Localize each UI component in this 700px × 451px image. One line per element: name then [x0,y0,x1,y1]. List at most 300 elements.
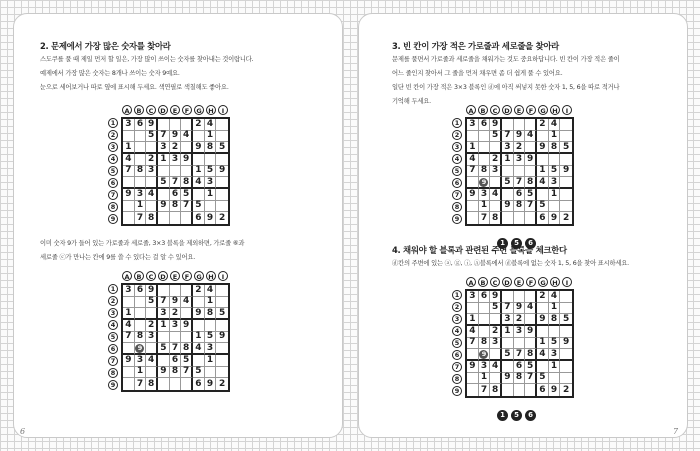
sudoku-cell: 5 [560,142,572,154]
sudoku-cell: 9 [158,201,170,213]
sudoku-cell [193,297,205,309]
sudoku-cell: 9 [525,154,537,166]
column-label: F [182,105,192,115]
column-label: H [206,105,216,115]
sudoku-cell [146,177,158,189]
sudoku-cell: 7 [123,166,135,178]
sudoku-cell [537,189,549,201]
sudoku-cell [193,189,205,201]
sudoku-cell [181,212,193,224]
column-label: A [466,105,476,115]
sudoku-cell: 9 [560,338,572,350]
sudoku-cell: 4 [123,320,135,332]
row-label: 2 [452,302,462,312]
row-label: 1 [452,118,462,128]
sudoku-cell: 3 [467,119,479,131]
sudoku-cell [216,201,228,213]
sudoku-cell: 6 [193,378,205,390]
sudoku-cell [525,119,537,131]
sudoku-cell: 4 [146,355,158,367]
column-label: D [158,105,168,115]
column-label: A [122,105,132,115]
section-2b-line: 이미 숫자 9가 들어 있는 가로줄과 세로줄, 3×3 블록을 제외하면, 가로줄 ⑥과 [40,240,245,247]
sudoku-cell [170,166,182,178]
sudoku-cell [560,131,572,143]
sudoku-cell [490,349,502,361]
sudoku-cell [467,373,479,385]
sudoku-cell [205,367,217,379]
row-labels [107,283,119,392]
sudoku-cell: 2 [170,308,182,320]
sudoku-cell: 2 [514,142,526,154]
row-label: 4 [108,154,118,164]
sudoku-cell: 5 [216,142,228,154]
sudoku-cell: 4 [193,177,205,189]
sudoku-cell: 1 [467,314,479,326]
sudoku-cell: 7 [181,367,193,379]
sudoku-cell [216,285,228,297]
section-4-paragraph [392,257,629,271]
sudoku-cell: 2 [490,326,502,338]
sudoku-cell: 7 [170,343,182,355]
sudoku-cell [158,189,170,201]
sudoku-cell: 4 [490,189,502,201]
column-labels [122,105,232,116]
sudoku-cell: 3 [467,291,479,303]
row-label: 6 [452,350,462,360]
sudoku-cell [525,314,537,326]
sudoku-cell [502,189,514,201]
sudoku-cell: 3 [123,285,135,297]
sudoku-cell [467,201,479,213]
sudoku-cell [479,326,491,338]
sudoku-cell: 8 [479,338,491,350]
sudoku-cell: 9 [467,361,479,373]
column-label: F [526,105,536,115]
sudoku-cell [158,119,170,131]
sudoku-cell: 8 [205,142,217,154]
sudoku-cell: 9 [146,285,158,297]
section-2b-line: 세로줄 ⓒ가 만나는 칸에 9를 쓸 수 있다는 걸 알 수 있어요. [40,254,196,261]
sudoku-cell [479,349,491,361]
column-label: G [538,105,548,115]
sudoku-cell [502,119,514,131]
sudoku-cell: 4 [537,177,549,189]
section-3-line: 어느 줄인지 찾아서 그 줄을 먼저 채우면 좀 더 쉽게 풀 수 있어요. [392,70,563,77]
sudoku-cell: 4 [537,349,549,361]
sudoku-cell: 8 [170,201,182,213]
sudoku-cell [216,343,228,355]
candidate-badge: 6 [525,238,536,249]
sudoku-cell [158,212,170,224]
sudoku-cell [560,349,572,361]
sudoku-cell: 1 [549,303,561,315]
sudoku-cell: 8 [525,177,537,189]
candidate-numbers [497,230,557,247]
sudoku-cell: 8 [135,332,147,344]
sudoku-cell [525,384,537,396]
row-label: 4 [452,326,462,336]
column-label: A [122,271,132,281]
row-label: 8 [452,202,462,212]
sudoku-cell [537,303,549,315]
sudoku-cell [560,189,572,201]
sudoku-cell [549,201,561,213]
sudoku-cell: 5 [490,131,502,143]
sudoku-cell [181,119,193,131]
sudoku-cell: 3 [123,119,135,131]
row-label: 3 [108,308,118,318]
sudoku-cell: 1 [135,367,147,379]
sudoku-cell: 5 [146,297,158,309]
sudoku-cell [502,361,514,373]
sudoku-cell: 1 [502,154,514,166]
sudoku-cell [514,338,526,350]
sudoku-cell [123,297,135,309]
sudoku-cell: 4 [205,119,217,131]
sudoku-cell [560,291,572,303]
sudoku-cell [479,154,491,166]
sudoku-cell: 9 [170,297,182,309]
sudoku-cell [146,142,158,154]
sudoku-cell: 1 [158,154,170,166]
sudoku-cell: 6 [193,212,205,224]
sudoku-cell: 8 [514,373,526,385]
sudoku-cell [123,131,135,143]
sudoku-cell: 1 [193,332,205,344]
row-label: 9 [452,386,462,396]
sudoku-cell [549,326,561,338]
sudoku-cell [560,326,572,338]
sudoku-cell: 8 [549,142,561,154]
sudoku-cell [549,373,561,385]
sudoku-cell: 5 [216,308,228,320]
candidate-badge: 6 [525,410,536,421]
sudoku-cell [123,343,135,355]
sudoku-cell: 3 [549,349,561,361]
sudoku-cell [514,119,526,131]
sudoku-cell: 5 [181,355,193,367]
sudoku-cell: 8 [146,212,158,224]
sudoku-cell: 2 [146,154,158,166]
sudoku-cell [193,154,205,166]
sudoku-cell: 4 [467,326,479,338]
sudoku-cell: 4 [205,285,217,297]
section-2b-paragraph [40,237,244,265]
sudoku-cell: 1 [549,361,561,373]
sudoku-cell [467,303,479,315]
column-label: G [538,277,548,287]
row-label: 1 [108,284,118,294]
sudoku-cell: 2 [219,378,226,389]
sudoku-cell: 7 [158,297,170,309]
sudoku-cell: 4 [549,291,561,303]
sudoku-cell [490,373,502,385]
sudoku-cell: 3 [479,189,491,201]
sudoku-cell: 4 [181,297,193,309]
sudoku-cell [537,326,549,338]
sudoku-cell: 5 [502,349,514,361]
sudoku-cell: 9 [123,355,135,367]
sudoku-cell: 2 [219,212,226,223]
column-label: B [478,105,488,115]
sudoku-cell: 9 [181,154,193,166]
sudoku-cell: 9 [193,308,205,320]
sudoku-cell [135,297,147,309]
sudoku-cell [525,166,537,178]
sudoku-cell: 6 [170,355,182,367]
sudoku-cell [560,373,572,385]
sudoku-cell: 5 [158,177,170,189]
sudoku-cell: 5 [158,343,170,355]
column-label: C [490,277,500,287]
column-label: B [134,105,144,115]
candidate-badge: 1 [497,238,508,249]
sudoku-cell: 9 [514,131,526,143]
row-label: 3 [452,142,462,152]
sudoku-cell: 7 [479,212,491,224]
column-label: F [182,271,192,281]
sudoku-cell [123,177,135,189]
sudoku-cell: 3 [170,154,182,166]
sudoku-cell: 7 [123,332,135,344]
sudoku-cell: 7 [135,212,147,224]
column-label: G [194,105,204,115]
sudoku-cell: 9 [560,166,572,178]
sudoku-cell: 4 [181,131,193,143]
sudoku-grid [465,117,574,226]
section-2-line: 눈으로 세어보거나 따로 옆에 표시해 두세요. 색연필로 색칠해도 좋아요. [40,84,229,91]
sudoku-cell: 8 [170,367,182,379]
sudoku-cell [525,142,537,154]
sudoku-cell [135,320,147,332]
sudoku-cell: 7 [181,201,193,213]
row-label: 9 [108,214,118,224]
sudoku-cell: 3 [502,314,514,326]
sudoku-cell: 3 [135,355,147,367]
sudoku-cell: 1 [205,189,217,201]
sudoku-cell [146,367,158,379]
sudoku-cell: 8 [479,166,491,178]
sudoku-cell: 5 [193,201,205,213]
sudoku-cell [502,212,514,224]
sudoku-grid [121,117,230,226]
sudoku-cell: 2 [193,119,205,131]
sudoku-cell [479,303,491,315]
sudoku-cell [216,355,228,367]
sudoku-cell: 9 [490,291,502,303]
sudoku-cell: 1 [502,326,514,338]
sudoku-cell [205,201,217,213]
sudoku-grid [465,289,574,398]
row-labels [451,117,463,226]
sudoku-cell [560,119,572,131]
sudoku-cell: 4 [146,189,158,201]
sudoku-cell: 3 [158,308,170,320]
row-label: 2 [452,130,462,140]
column-label: D [502,277,512,287]
sudoku-cell: 9 [123,189,135,201]
sudoku-cell: 1 [537,338,549,350]
sudoku-cell [158,166,170,178]
row-label: 9 [452,214,462,224]
sudoku-cell: 1 [193,166,205,178]
sudoku-cell [216,189,228,201]
sudoku-cell: 9 [181,320,193,332]
sudoku-cell: 9 [502,201,514,213]
candidate-badge: 1 [497,410,508,421]
sudoku-cell [135,142,147,154]
row-label: 4 [108,320,118,330]
sudoku-cell [193,131,205,143]
column-label: E [170,105,180,115]
sudoku-cell [123,378,135,390]
sudoku-cell [560,154,572,166]
sudoku-cell: 1 [467,142,479,154]
sudoku-cell: 9 [537,314,549,326]
section-3-heading: 3. 빈 칸이 가장 적은 가로줄과 세로줄을 찾아라 [392,41,559,51]
sudoku-cell: 8 [205,308,217,320]
column-label: D [502,105,512,115]
sudoku-cell: 9 [216,332,228,344]
column-label: E [170,271,180,281]
row-labels [451,289,463,398]
sudoku-cell [467,212,479,224]
sudoku-cell [525,212,537,224]
sudoku-cell [490,314,502,326]
sudoku-cell: 5 [525,189,537,201]
sudoku-cell [135,131,147,143]
sudoku-cell: 9 [205,378,217,390]
sudoku-cell [490,201,502,213]
column-labels [122,271,232,282]
sudoku-cell: 6 [514,189,526,201]
section-2-line: 스도쿠를 풀 때 제일 먼저 할 일은, 가장 많이 쓰이는 숫자를 찾아내는 것이랍니다. [40,56,254,63]
sudoku-cell: 5 [525,361,537,373]
column-labels [466,105,576,116]
sudoku-cell: 7 [135,378,147,390]
sudoku-cell: 7 [514,177,526,189]
sudoku-cell [123,201,135,213]
sudoku-grid [121,283,230,392]
sudoku-cell: 1 [123,308,135,320]
row-label: 3 [108,142,118,152]
sudoku-cell: 3 [514,326,526,338]
sudoku-cell: 5 [490,303,502,315]
section-3-line: 기억해 두세요. [392,98,431,105]
sudoku-cell: 8 [490,212,502,224]
sudoku-cell: 9 [502,373,514,385]
sudoku-cell: 7 [514,349,526,361]
sudoku-cell: 2 [193,285,205,297]
sudoku-cell: 1 [135,201,147,213]
column-label: B [134,271,144,281]
sudoku-cell: 3 [205,177,217,189]
row-label: 7 [108,356,118,366]
column-label: H [206,271,216,281]
sudoku-cell: 7 [479,384,491,396]
sudoku-cell: 1 [158,320,170,332]
column-label: H [550,105,560,115]
sudoku-cell [146,201,158,213]
row-label: 7 [452,190,462,200]
sudoku-cell [467,384,479,396]
right-page-number: 7 [673,427,679,436]
sudoku-cell [216,131,228,143]
sudoku-cell: 9 [549,212,561,224]
sudoku-cell [479,131,491,143]
sudoku-cell [181,378,193,390]
sudoku-cell [502,384,514,396]
sudoku-cell [205,320,217,332]
row-label: 6 [108,344,118,354]
section-4-line: ⓓ칸의 주변에 있는 ⓐ, ⓖ, ⓘ, Ⓐ블록에서 ⓓ블록에 없는 숫자 1, 5, 6을 찾아 표시하세요. [392,260,629,267]
sudoku-cell: 2 [537,119,549,131]
sudoku-cell [193,355,205,367]
sudoku-cell [537,154,549,166]
column-label: I [562,105,572,115]
sudoku-cell [490,142,502,154]
sudoku-cell [479,314,491,326]
sudoku-cell [479,142,491,154]
sudoku-cell: 1 [549,131,561,143]
sudoku-cell: 8 [490,384,502,396]
sudoku-cell: 2 [170,142,182,154]
sudoku-cell [181,166,193,178]
column-label: F [526,277,536,287]
sudoku-cell: 6 [135,119,147,131]
sudoku-cell: 8 [146,378,158,390]
sudoku-cell: 9 [170,131,182,143]
sudoku-cell [537,131,549,143]
column-label: I [562,277,572,287]
row-label: 7 [452,362,462,372]
sudoku-cell: 5 [181,189,193,201]
column-label: C [146,105,156,115]
sudoku-cell [158,355,170,367]
sudoku-cell: 2 [490,154,502,166]
sudoku-cell: 3 [158,142,170,154]
sudoku-cell: 2 [146,320,158,332]
row-labels [107,117,119,226]
sudoku-cell: 8 [549,314,561,326]
sudoku-cell [170,212,182,224]
column-label: D [158,271,168,281]
sudoku-cell: 5 [205,166,217,178]
sudoku-cell: 1 [537,166,549,178]
sudoku-cell [205,154,217,166]
sudoku-cell: 3 [146,166,158,178]
sudoku-cell: 2 [537,291,549,303]
sudoku-cell [158,285,170,297]
sudoku-cell [181,285,193,297]
sudoku-cell: 5 [549,166,561,178]
sudoku-cell: 3 [514,154,526,166]
sudoku-cell [170,285,182,297]
sudoku-cell: 3 [490,166,502,178]
sudoku-cell [467,177,479,189]
row-label: 5 [452,338,462,348]
sudoku-cell: 5 [560,314,572,326]
sudoku-cell [525,338,537,350]
column-label: E [514,105,524,115]
sudoku-cell: 5 [549,338,561,350]
sudoku-cell: 8 [135,166,147,178]
sudoku-cell: 9 [467,189,479,201]
sudoku-cell: 6 [479,119,491,131]
row-label: 6 [452,178,462,188]
sudoku-cell: 4 [123,154,135,166]
